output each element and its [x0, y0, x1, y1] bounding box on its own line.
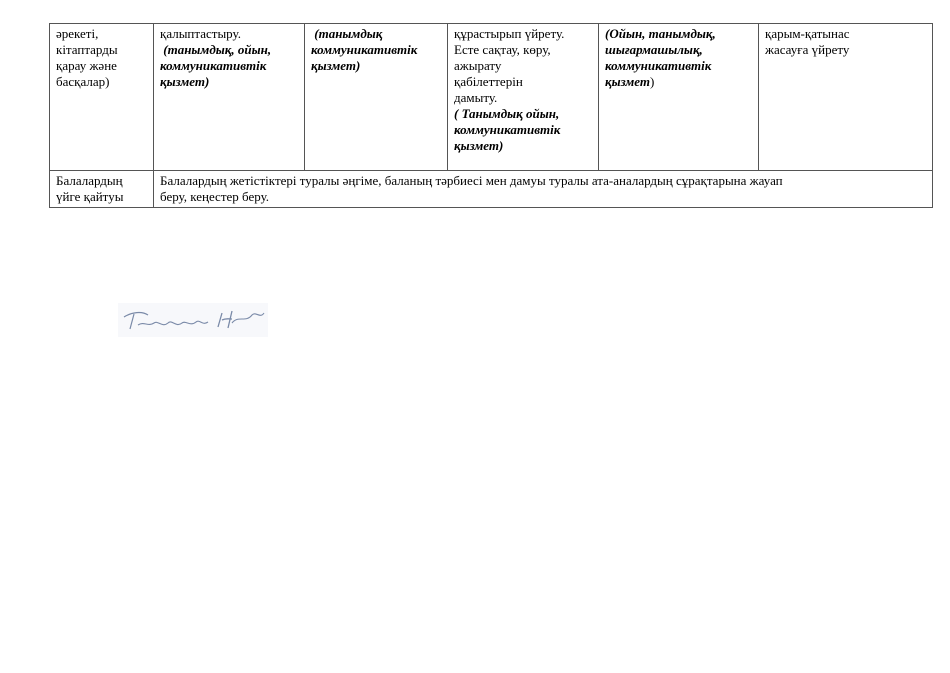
table-cell [305, 24, 448, 171]
activity-type: коммуникативтік [605, 58, 712, 73]
activity-type: қызмет) [454, 138, 504, 153]
table-cell [759, 24, 933, 171]
cell-text: басқалар) [56, 74, 110, 89]
cell-text: жасауға үйрету [765, 42, 850, 57]
activity-type: коммуникативтік [160, 58, 267, 73]
activity-type: коммуникативтік [454, 122, 561, 137]
table-cell [448, 24, 599, 171]
cell-text: беру, кеңестер беру. [160, 189, 270, 204]
cell-text: әрекеті, [56, 26, 99, 41]
cell-text: Есте сақтау, көру, [454, 42, 551, 57]
cell-text: ажырату [454, 58, 502, 73]
cell-text: қарау және [56, 58, 117, 73]
table-cell [599, 24, 759, 171]
cell-text: дамыту. [454, 90, 498, 105]
table-cell [50, 24, 154, 171]
activity-type: коммуникативтік [311, 42, 418, 57]
activity-type-last-line [605, 74, 754, 90]
cell-text: кітаптарды [56, 42, 118, 57]
plan-table [49, 23, 933, 208]
activity-type: қызмет) [160, 74, 210, 89]
table-row [50, 24, 933, 171]
activity-type: (танымдық, ойын, [160, 42, 272, 57]
row-label: Балалардың [56, 173, 123, 188]
activity-type: ( Танымдық ойын, [454, 106, 560, 121]
cell-text: қабілеттерін [454, 74, 523, 89]
activity-type: қызмет [605, 74, 650, 89]
table-row [50, 171, 933, 208]
signature-background [118, 303, 268, 337]
row-label: үйге қайтуы [56, 189, 124, 204]
activity-type: шығармашылық, [605, 42, 703, 57]
signature [118, 303, 268, 337]
row-label-cell [50, 171, 154, 208]
table-cell [154, 24, 305, 171]
table-cell [154, 171, 933, 208]
cell-text: ) [649, 74, 655, 89]
activity-type: (танымдық [311, 26, 383, 41]
cell-text: құрастырып үйрету. [454, 26, 565, 41]
activity-type: (Ойын, танымдық, [605, 26, 716, 41]
cell-text: Балалардың жетістіктері туралы әңгіме, баланың тәрбиесі мен дамуы туралы ата-аналардың сұрақтарына жауап [160, 173, 783, 188]
cell-text: қарым-қатынас [765, 26, 850, 41]
activity-type: қызмет) [311, 58, 361, 73]
cell-text: қалыптастыру. [160, 26, 241, 41]
